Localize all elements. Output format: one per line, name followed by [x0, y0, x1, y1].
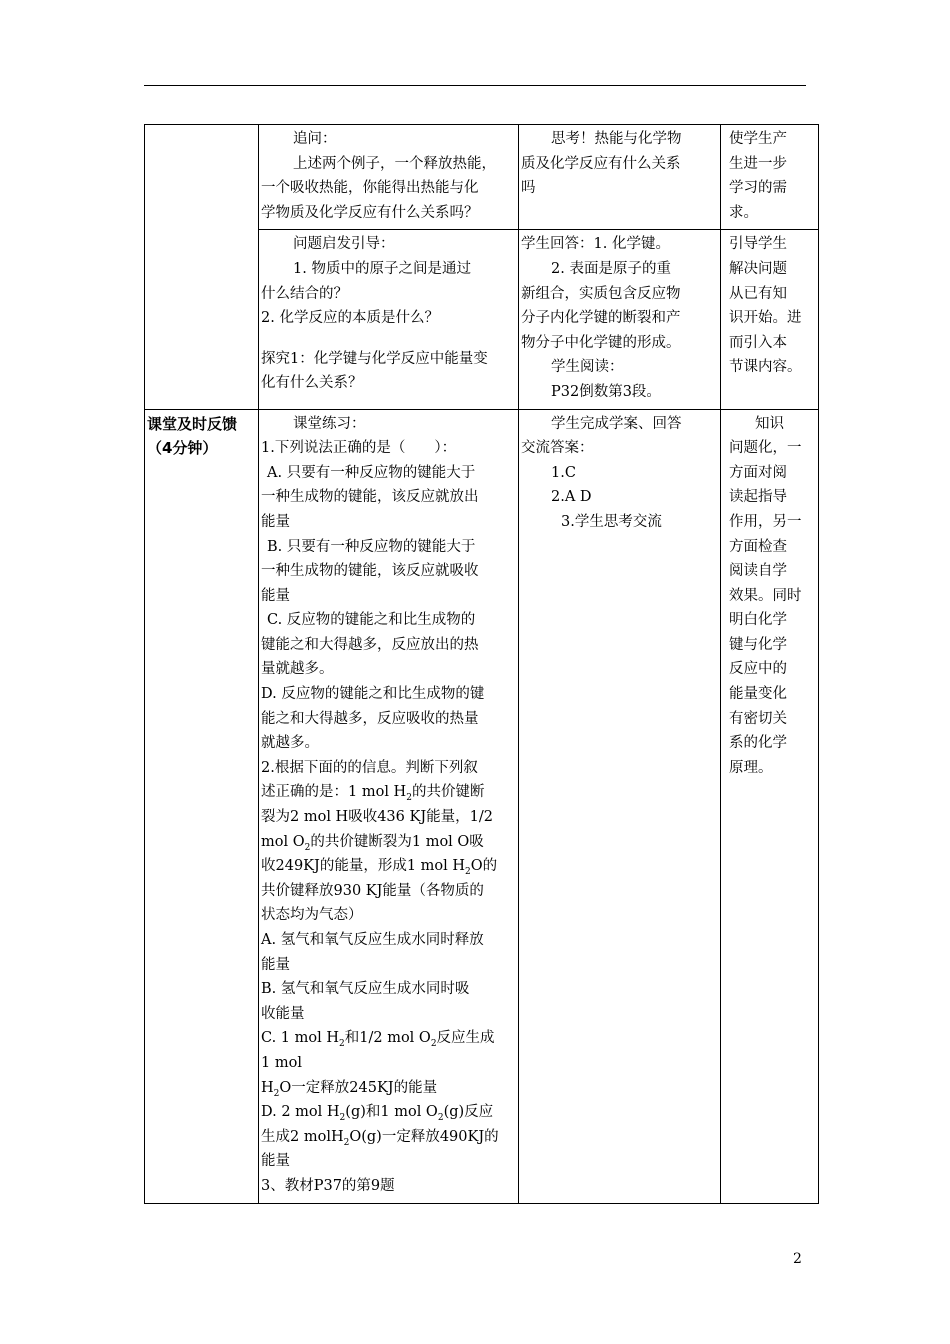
- text-line: 收249KJ的能量，形成1 mol $H_2O$的: [261, 858, 498, 878]
- text-line: 问题启发引导：: [293, 236, 395, 253]
- text-line: 明白化学: [729, 612, 787, 629]
- table-row-follow-up: [145, 125, 819, 230]
- lesson-plan-table: [144, 124, 819, 1204]
- text-line: 系的化学: [729, 735, 787, 752]
- text-line: 能量: [261, 513, 290, 530]
- text-line: 1. 物质中的原子之间是通过: [293, 260, 471, 277]
- text-line: 阅读自学: [729, 563, 787, 580]
- text-line: 有密切关: [729, 710, 787, 727]
- text-line: 学物质及化学反应有什么关系吗？: [261, 204, 479, 221]
- teacher-activity-cell: [259, 409, 519, 1203]
- text-line: 收能量: [261, 1005, 305, 1022]
- student-activity-cell: [519, 125, 721, 230]
- text-line: 2. 表面是原子的重: [551, 260, 671, 277]
- text-line: 知识: [755, 415, 784, 432]
- text-line: 能量变化: [729, 686, 787, 703]
- text-line: 物分子中化学键的形成。: [521, 334, 681, 351]
- text-line: 效果。同时: [729, 587, 802, 604]
- text-line: mol $O_2$的共价键断裂为1 mol O吸: [261, 833, 484, 853]
- text-line: 分子内化学键的断裂和产: [521, 310, 681, 327]
- text-line: 就越多。: [261, 735, 319, 752]
- question-1-option-a: A. 只要有一种反应物的键能大于: [267, 464, 476, 481]
- text-line: $H_2O$一定释放245KJ的能量: [261, 1079, 438, 1099]
- text-line: 生进一步: [729, 155, 787, 172]
- text-line: 键与化学: [729, 636, 787, 653]
- text-line: 节课内容。: [729, 359, 802, 376]
- answer-2: 2.A D: [551, 489, 592, 506]
- text-line: 而引入本: [729, 334, 787, 351]
- spacer: [261, 331, 516, 347]
- text-line: 什么结合的？: [261, 285, 348, 302]
- text-line: 思考！热能与化学物: [551, 131, 682, 147]
- text-line: 上述两个例子，一个释放热能，: [293, 155, 496, 172]
- text-line: 反应中的: [729, 661, 787, 678]
- text-line: 方面检查: [729, 538, 787, 555]
- text-line: 生成2 molH$_2$O(g)一定释放490KJ的: [261, 1128, 499, 1148]
- question-2-stem: 2.根据下面的的信息。判断下列叙: [261, 759, 478, 776]
- header-rule: [144, 85, 806, 86]
- text-line: 学生阅读：: [551, 359, 624, 376]
- text-line: 追问：: [293, 131, 337, 147]
- text-line: 问题化，一: [729, 440, 802, 457]
- answer-3: 3.学生思考交流: [561, 513, 662, 530]
- text-line: 能量: [261, 587, 290, 604]
- question-2-option-c: C. 1 mol $H_2$和1/2 mol $O_2$反应生成: [261, 1030, 495, 1050]
- question-2-option-d: D. 2 mol $H_2(g)$和1 mol $O_2(g)$反应: [261, 1104, 494, 1124]
- text-line: 键能之和大得越多，反应放出的热: [261, 636, 479, 653]
- question-2-option-a: A. 氢气和氧气反应生成水同时释放: [261, 932, 484, 948]
- design-intent-cell: [721, 409, 819, 1203]
- text-line: 学习的需: [729, 180, 787, 197]
- text-line: 求。: [729, 204, 758, 221]
- design-intent-cell: [721, 125, 819, 230]
- text-line: 使学生产: [729, 131, 787, 147]
- question-1-option-c: C. 反应物的键能之和比生成物的: [267, 612, 476, 629]
- text-line: 新组合，实质包含反应物: [521, 285, 681, 302]
- stage-duration: （4分钟）: [147, 439, 218, 458]
- text-line: 引导学生: [729, 236, 787, 253]
- text-line: 识开始。进: [729, 310, 802, 327]
- text-line: 学生完成学案、回答: [551, 415, 682, 432]
- text-line: 质及化学反应有什么关系: [521, 155, 681, 172]
- text-line: 一种生成物的键能，该反应就吸收: [261, 563, 479, 580]
- exercise-title: 课堂练习：: [293, 415, 366, 432]
- answer-1: 1.C: [551, 464, 576, 481]
- question-2-option-b: B. 氢气和氧气反应生成水同时吸: [261, 981, 470, 998]
- text-line: 方面对阅: [729, 464, 787, 481]
- text-line: 学生回答：1. 化学键。: [521, 236, 670, 253]
- question-3: 3、教材P37的第9题: [261, 1177, 395, 1194]
- stage-cell-empty: [145, 125, 259, 410]
- stage-title: 课堂及时反馈: [147, 414, 238, 433]
- student-activity-cell: [519, 409, 721, 1203]
- question-1-option-d: D. 反应物的键能之和比生成物的键: [261, 686, 485, 703]
- design-intent-cell: [721, 230, 819, 409]
- question-1-option-b: B. 只要有一种反应物的键能大于: [267, 538, 476, 555]
- text-line: 探究1：化学键与化学反应中能量变: [261, 350, 488, 367]
- text-line: 述正确的是：1 mol $H_2$的共价键断: [261, 784, 485, 804]
- table-row-feedback: [145, 409, 819, 1203]
- text-line: 共价键释放930 KJ能量（各物质的: [261, 882, 484, 899]
- text-line: 吗: [521, 180, 536, 197]
- text-line: 能量: [261, 1153, 290, 1170]
- text-line: 解决问题: [729, 260, 787, 277]
- text-line: 2. 化学反应的本质是什么？: [261, 310, 439, 327]
- text-line: 从已有知: [729, 285, 787, 302]
- teacher-activity-cell: [259, 230, 519, 409]
- text-line: 能量: [261, 956, 290, 973]
- text-line: 裂为2 mol H吸收436 KJ能量，1/2: [261, 809, 493, 826]
- text-line: 1 mol: [261, 1054, 302, 1071]
- teacher-activity-cell: [259, 125, 519, 230]
- student-activity-cell: [519, 230, 721, 409]
- text-line: 化有什么关系？: [261, 375, 363, 392]
- question-1-stem: 1.下列说法正确的是（ ）：: [261, 440, 457, 457]
- text-line: 能之和大得越多，反应吸收的热量: [261, 710, 479, 727]
- text-line: 作用，另一: [729, 513, 802, 530]
- text-line: 量就越多。: [261, 661, 334, 678]
- text-line: 读起指导: [729, 489, 787, 506]
- text-line: 状态均为气态）: [261, 907, 363, 924]
- stage-cell: [145, 409, 259, 1203]
- page-number: 2: [793, 1251, 802, 1267]
- text-line: 交流答案：: [521, 440, 594, 457]
- text-line: P32倒数第3段。: [551, 383, 661, 400]
- text-line: 一个吸收热能，你能得出热能与化: [261, 180, 479, 197]
- text-line: 原理。: [729, 759, 773, 776]
- text-line: 一种生成物的键能，该反应就放出: [261, 489, 479, 506]
